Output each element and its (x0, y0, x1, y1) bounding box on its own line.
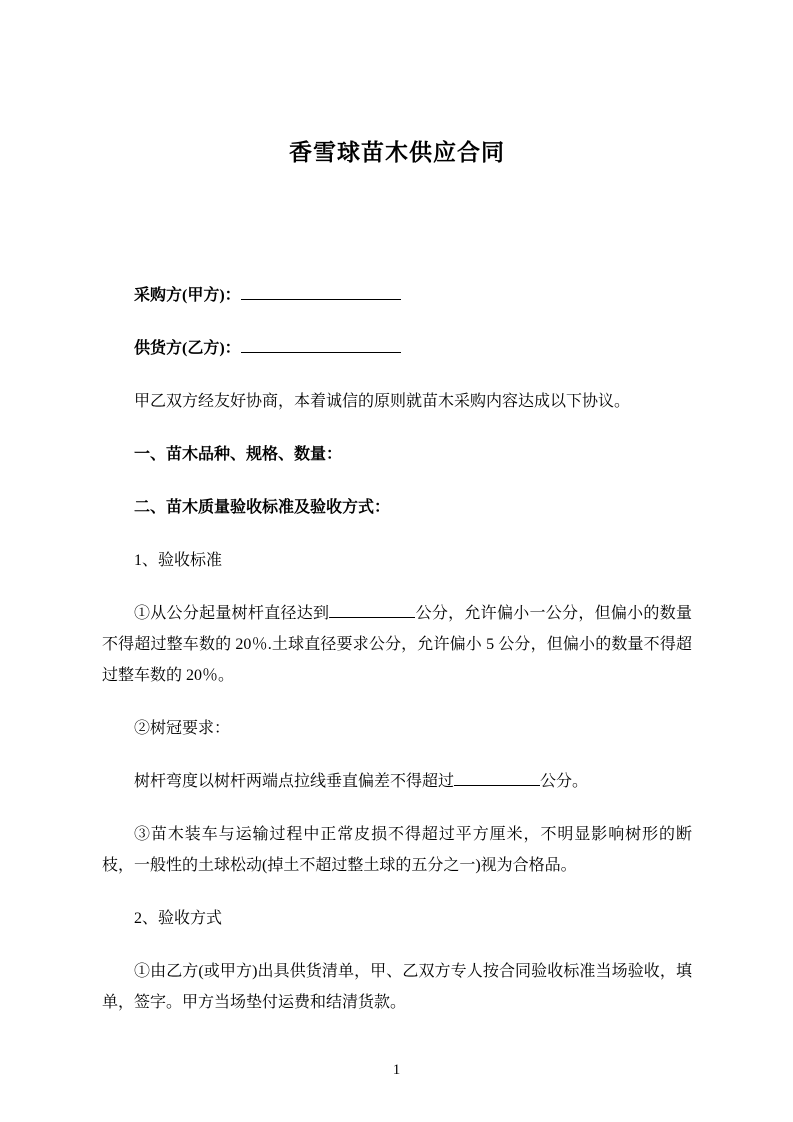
buyer-label: 采购方(甲方)： (134, 287, 241, 304)
supplier-label: 供货方(乙方)： (134, 340, 241, 357)
subsection-1-heading: 1、验收标准 (134, 552, 223, 569)
supplier-line (102, 333, 692, 364)
clause-trunk-diameter-text-post: 公分，允许偏小一公分，但偏小的数量不得超过整车数的 20％.土球直径要求公分，允许偏小 5 公分，但偏小的数量不得超过整车数的 20％。 (102, 605, 692, 684)
intro-paragraph: 甲乙双方经友好协商，本着诚信的原则就苗木采购内容达成以下协议。 (134, 393, 631, 410)
document-title: 香雪球苗木供应合同 (289, 140, 505, 165)
buyer-line (102, 280, 692, 311)
clause-crown-requirement: ②树冠要求： (134, 720, 231, 737)
supplier-blank-line (241, 336, 401, 353)
clause-trunk-diameter (102, 598, 692, 691)
clause-trunk-bend-text-post: 公分。 (540, 773, 589, 790)
clause-trunk-diameter-text-pre: ①从公分起量树杆直径达到 (134, 605, 330, 622)
page-number: 1 (392, 1062, 401, 1078)
subsection-2-heading: 2、验收方式 (134, 910, 223, 927)
buyer-blank-line (241, 283, 401, 300)
trunk-diameter-blank-line (329, 601, 415, 618)
clause-acceptance-procedure: ①由乙方(或甲方)出具供货清单，甲、乙双方专人按合同验收标准当场验收，填单，签字。甲方当场垫付运费和结清货款。 (102, 963, 692, 1011)
clause-trunk-bend (102, 766, 692, 797)
section-1-heading: 一、苗木品种、规格、数量： (134, 446, 343, 463)
page-footer (0, 1060, 793, 1080)
trunk-bend-blank-line (454, 769, 540, 786)
clause-transport-damage: ③苗木装车与运输过程中正常皮损不得超过平方厘米，不明显影响树形的断枝，一般性的土球松动(掉土不超过整土球的五分之一)视为合格品。 (102, 826, 692, 874)
clause-trunk-bend-text-pre: 树杆弯度以树杆两端点拉线垂直偏差不得超过 (134, 773, 455, 790)
section-2-heading: 二、苗木质量验收标准及验收方式： (134, 499, 391, 516)
